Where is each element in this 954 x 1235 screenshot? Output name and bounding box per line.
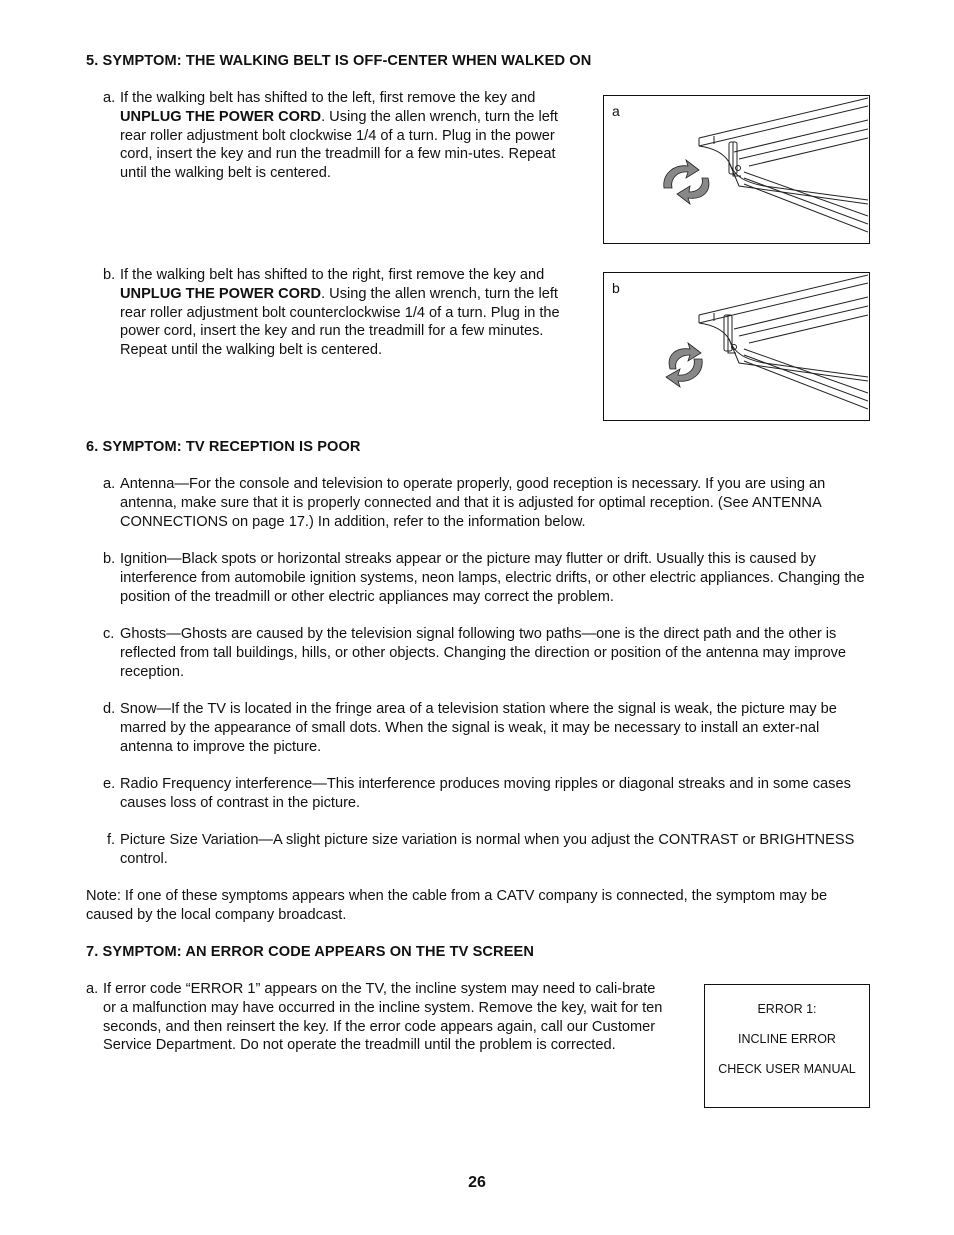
error-line-3: CHECK USER MANUAL <box>718 1062 856 1076</box>
figure-a <box>603 95 870 244</box>
s6-item-a <box>103 475 871 531</box>
item-text: If error code “ERROR 1” appears on the TV, the incline system may need to cali-brate or a malfunction may have occurred in the incline system. Remove the key, wait for ten seconds, and then reinsert the key. If the error code appears again, call our Customer Service Department. Do not operate the treadmill until the problem is corrected. <box>103 981 663 1054</box>
item-label: a. <box>103 476 116 492</box>
treadmill-roller-clockwise-icon <box>604 96 868 242</box>
item-label: a. <box>103 90 116 106</box>
error-line-1: ERROR 1: <box>757 1002 817 1016</box>
item-text: Picture Size Variation—A slight picture size variation is normal when you adjust the CONTRAST or BRIGHTNESS control. <box>120 832 855 867</box>
s5-item-b <box>103 266 573 360</box>
section-5-heading: 5. SYMPTOM: THE WALKING BELT IS OFF-CENTER WHEN WALKED ON <box>86 53 592 69</box>
item-text: Ghosts—Ghosts are caused by the television signal following two paths—one is the direct path and the other is reflected from tall buildings, hills, or other objects. Changing the direction or position of the antenna may improve reception. <box>120 626 847 680</box>
s7-item-a <box>86 980 664 1055</box>
section-7-heading: 7. SYMPTOM: AN ERROR CODE APPEARS ON THE TV SCREEN <box>86 944 534 960</box>
item-text: Snow—If the TV is located in the fringe area of a television station where the signal is weak, the picture may be marred by the appearance of small dots. When the signal is weak, it may be necessary to install an exter-nal antenna to improve the picture. <box>120 701 837 755</box>
section-6-heading: 6. SYMPTOM: TV RECEPTION IS POOR <box>86 439 361 455</box>
text-part: . Using the allen wrench, turn the left rear roller adjustment bolt counterclockwise 1/4 of a turn. Plug in the power cord, insert the key and run the treadmill for a few minutes. Repeat until the walking belt is centered. <box>120 285 560 359</box>
item-label: f. <box>107 832 116 848</box>
error-screen-box <box>704 984 870 1108</box>
text-part: . Using the allen wrench, turn the left rear roller adjustment bolt clockwise 1/4 of a turn. Plug in the power cord, insert the key and run the treadmill for a few min-utes. Repeat until the walking belt is centered. <box>120 108 558 182</box>
s6-item-f <box>103 831 871 869</box>
item-text: Antenna—For the console and television to operate properly, good reception is necessary. If you are using an antenna, make sure that it is properly connected and that it is adjusted for optimal reception. (See ANTENNA CONNECTIONS on page 17.) In addition, refer to the information below. <box>120 476 826 530</box>
s5-item-a <box>103 89 573 183</box>
item-label: b. <box>103 267 116 283</box>
bold-warning: UNPLUG THE POWER CORD <box>120 108 322 125</box>
item-label: d. <box>103 701 116 717</box>
item-label: e. <box>103 776 116 792</box>
s6-item-e <box>103 775 871 813</box>
s5-item-a-text <box>103 89 573 183</box>
note-paragraph: Note: If one of these symptoms appears when the cable from a CATV company is connected, the symptom may be caused by the local company broadcast. <box>86 888 828 923</box>
s6-item-d <box>103 700 871 756</box>
item-text: Ignition—Black spots or horizontal streaks appear or the picture may flutter or drift. Usually this is caused by interference from automobile ignition systems, neon lamps, electric drifts, or other electric appliances. Changing the position of the treadmill or other electric appliances may correct the problem. <box>120 551 865 605</box>
treadmill-roller-counterclockwise-icon <box>604 273 868 419</box>
figure-b <box>603 272 870 421</box>
bold-warning: UNPLUG THE POWER CORD <box>120 285 322 302</box>
error-line-2: INCLINE ERROR <box>738 1032 836 1046</box>
text-part: If the walking belt has shifted to the right, first remove the key and <box>120 267 545 283</box>
item-text: Radio Frequency interference—This interference produces moving ripples or diagonal streaks and in some cases causes loss of contrast in the picture. <box>120 776 851 811</box>
item-label: b. <box>103 551 116 567</box>
s6-item-b <box>103 550 871 606</box>
s6-item-c <box>103 625 871 681</box>
item-label: c. <box>103 626 115 642</box>
text-part: If the walking belt has shifted to the left, first remove the key and <box>120 90 536 106</box>
figure-b-label: b <box>612 280 620 296</box>
figure-a-label: a <box>612 103 620 119</box>
page-number: 26 <box>468 1174 486 1191</box>
s5-item-b-text <box>103 266 573 360</box>
item-label: a. <box>86 981 99 997</box>
